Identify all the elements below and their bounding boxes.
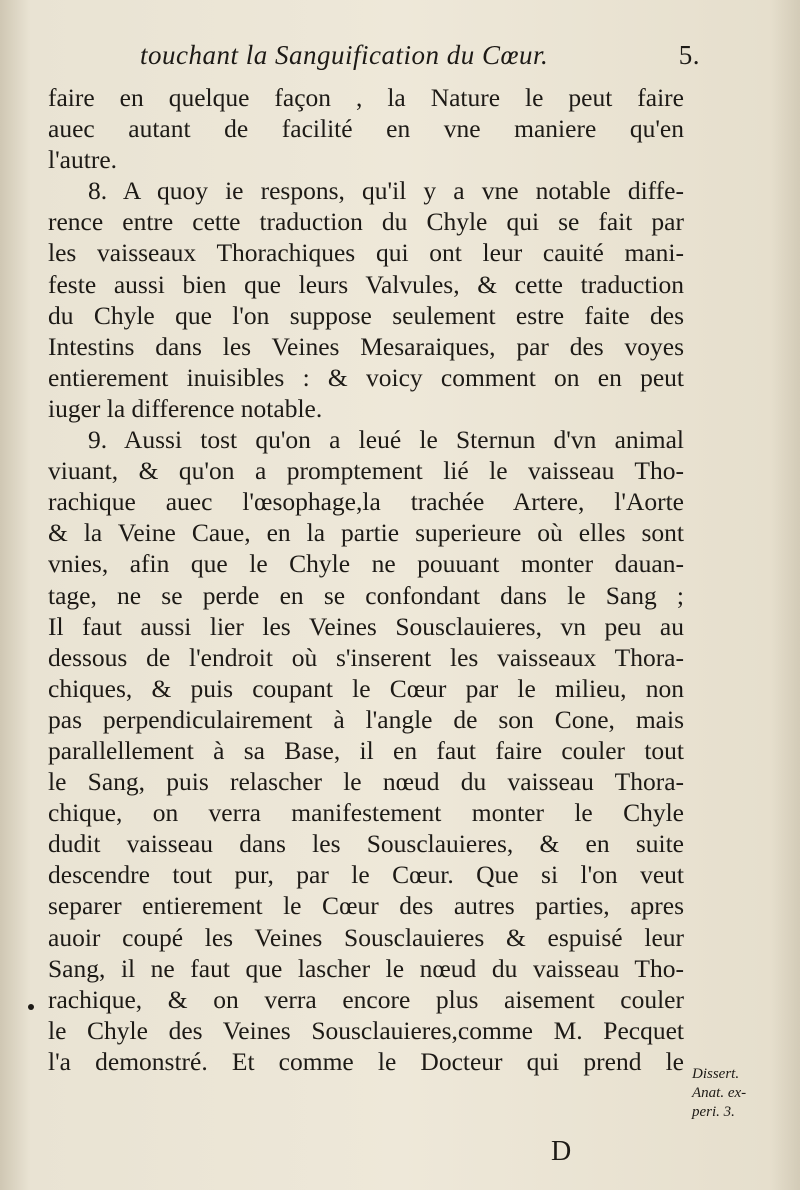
paragraph-9-start: 9. Aussi tost qu'on a leué le Sternun d'vn animal: [88, 425, 684, 455]
text-line: du Chyle que l'on suppose seulement estre faite des: [48, 300, 684, 330]
text-line: le Chyle des Veines Sousclauieres,comme M. Pecquet: [48, 1015, 684, 1045]
margin-note: [692, 1065, 746, 1122]
text-line: l'a demonstré. Et comme le Docteur qui prend le: [48, 1046, 684, 1076]
margin-note-line: peri. 3.: [692, 1104, 735, 1120]
running-title: touchant la Sanguification du Cœur.: [140, 40, 549, 70]
text-line: Intestins dans les Veines Mesaraiques, par des voyes: [48, 331, 684, 361]
text-line: separer entierement le Cœur des autres parties, apres: [48, 891, 684, 921]
text-line: rence entre cette traduction du Chyle qui se fait par: [48, 207, 684, 237]
text-line: viuant, & qu'on a promptement lié le vaisseau Tho-: [48, 456, 684, 486]
text-line: le Sang, puis relascher le nœud du vaisseau Thora-: [48, 767, 684, 797]
text-line: feste aussi bien que leurs Valvules, & cette traduction: [48, 269, 684, 299]
text-line: rachique auec l'œsophage,la trachée Artere, l'Aorte: [48, 487, 684, 517]
text-line: auoir coupé les Veines Sousclauieres & espuisé leur: [48, 922, 684, 952]
body-text: [48, 82, 684, 1077]
text-line: faire en quelque façon , la Nature le peut faire: [48, 83, 684, 112]
text-line: & la Veine Caue, en la partie superieure où elles sont: [48, 518, 684, 548]
margin-note-line: Dissert.: [692, 1066, 740, 1082]
ink-dot-mark: [28, 1004, 34, 1010]
text-line: dessous de l'endroit où s'inserent les vaisseaux Thora-: [48, 642, 684, 672]
text-line: rachique, & on verra encore plus aisement couler: [48, 984, 684, 1014]
text-line: iuger la difference notable.: [48, 393, 323, 423]
margin-note-line: Anat. ex-: [692, 1085, 747, 1101]
text-line: tage, ne se perde en se confondant dans le Sang ;: [48, 580, 684, 610]
paragraph-8-start: 8. A quoy ie respons, qu'il y a vne notable diffe-: [88, 176, 684, 206]
text-line: auec autant de facilité en vne maniere qu'en: [48, 114, 684, 144]
text-line: vnies, afin que le Chyle ne pouuant monter dauan-: [48, 549, 684, 579]
text-line: parallellement à sa Base, il en faut faire couler tout: [48, 735, 684, 765]
text-line: chiques, & puis coupant le Cœur par le milieu, non: [48, 673, 684, 703]
signature-mark: D: [551, 1136, 572, 1167]
text-line: pas perpendiculairement à l'angle de son Cone, mais: [48, 704, 684, 734]
text-line: chique, on verra manifestement monter le Chyle: [48, 798, 684, 828]
text-line: entierement inuisibles : & voicy comment on en peut: [48, 362, 684, 392]
text-line: dudit vaisseau dans les Sousclauieres, & en suite: [48, 829, 684, 859]
text-line: Il faut aussi lier les Veines Sousclauieres, vn peu au: [48, 611, 684, 641]
text-line: Sang, il ne faut que lascher le nœud du vaisseau Tho-: [48, 953, 684, 983]
text-line: descendre tout pur, par le Cœur. Que si l'on veut: [48, 860, 684, 890]
text-line: l'autre.: [48, 145, 118, 175]
running-header: [140, 40, 700, 71]
text-line: les vaisseaux Thorachiques qui ont leur cauité mani-: [48, 238, 684, 268]
page-number: 5.: [678, 40, 700, 70]
